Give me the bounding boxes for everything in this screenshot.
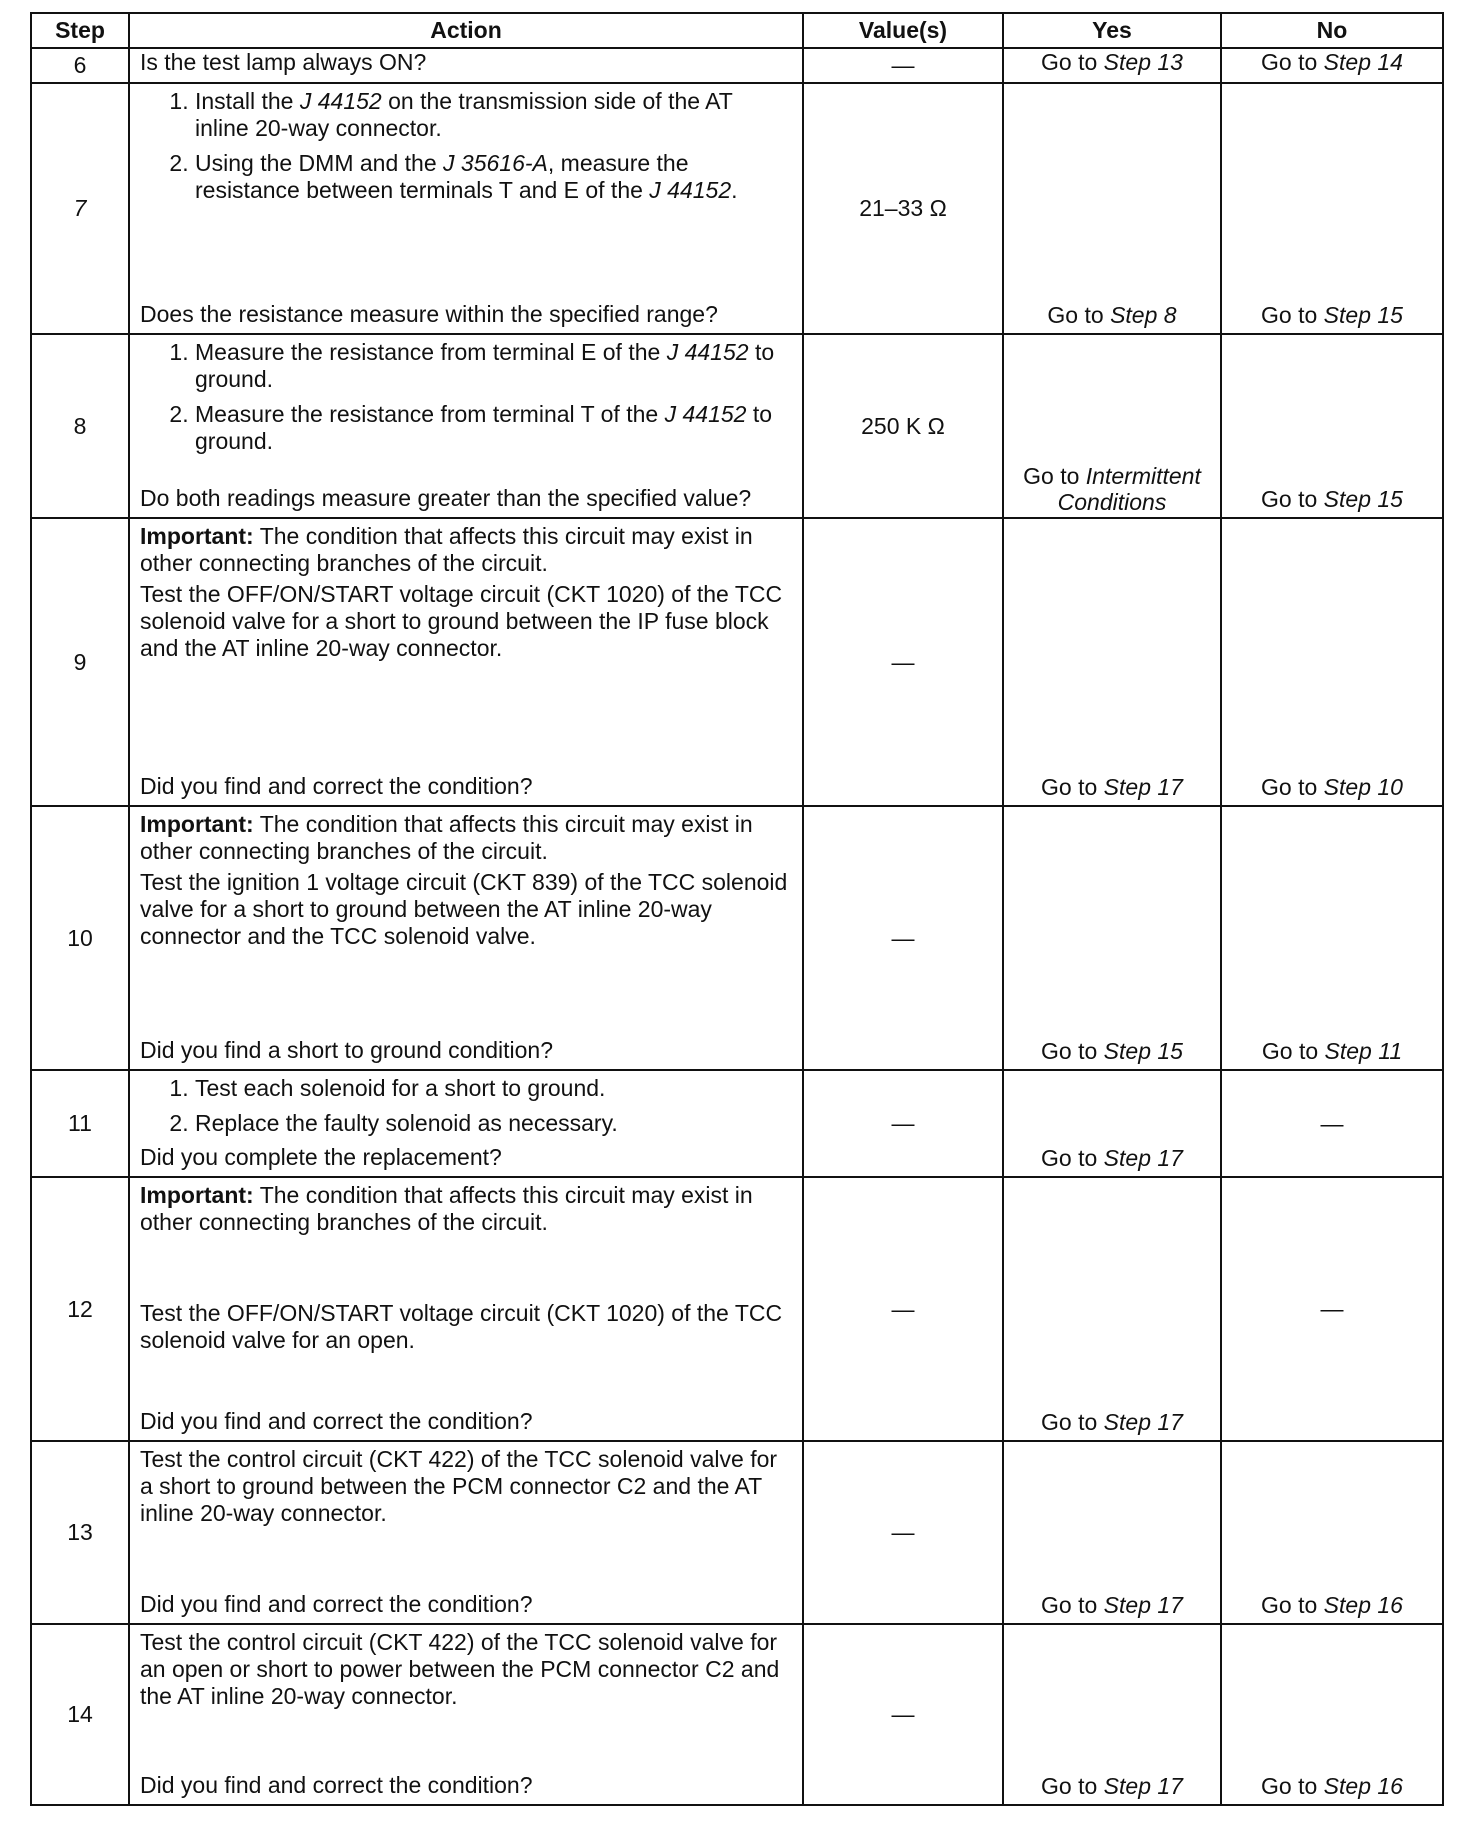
no-prefix: Go to	[1261, 49, 1318, 75]
no-target: —	[1320, 1295, 1344, 1322]
step-number: 7	[31, 83, 129, 334]
value-cell: 250 K Ω	[803, 334, 1003, 518]
action-body: Test the control circuit (CKT 422) of the TCC solenoid valve for a short to ground between the PCM connector C2 and the AT inline 20-way connector.	[140, 1446, 778, 1526]
yes-cell: Go to Step 17	[1003, 1441, 1221, 1624]
action-step: 2. Using the DMM and the J 35616-A, measure the resistance between terminals T and E of the J 44152.	[195, 150, 792, 204]
yes-target: Step 13	[1103, 49, 1183, 75]
header-yes: Yes	[1003, 13, 1221, 48]
action-cell	[129, 518, 803, 806]
action-cell	[129, 334, 803, 518]
value-cell: —	[803, 1441, 1003, 1624]
table-row	[31, 806, 1443, 1070]
no-target: —	[1320, 1110, 1344, 1136]
step-number: 14	[31, 1624, 129, 1805]
action-step: 2. Measure the resistance from terminal T of the J 44152 to ground.	[195, 401, 792, 455]
value-cell: —	[803, 806, 1003, 1070]
important-note: Important: The condition that affects this circuit may exist in other connecting branches of the circuit.	[140, 811, 753, 864]
action-cell	[129, 1070, 803, 1177]
table-row	[31, 1441, 1443, 1624]
important-note: Important: The condition that affects this circuit may exist in other connecting branches of the circuit.	[140, 1182, 753, 1235]
yes-target: Step 17	[1103, 1773, 1183, 1799]
value-cell: —	[803, 1177, 1003, 1441]
table-row	[31, 83, 1443, 334]
yes-target: Intermittent Conditions	[1057, 463, 1201, 515]
action-step: 2. Replace the faulty solenoid as necessary.	[195, 1110, 792, 1137]
action-cell	[129, 1624, 803, 1805]
no-cell	[1221, 48, 1443, 83]
yes-cell: Go to Step 15	[1003, 806, 1221, 1070]
yes-cell: Go to Step 17	[1003, 518, 1221, 806]
yes-cell	[1003, 48, 1221, 83]
yes-cell: Go to Step 17	[1003, 1624, 1221, 1805]
yes-cell: Go to Step 17	[1003, 1070, 1221, 1177]
table-row	[31, 1070, 1443, 1177]
action-body: Test the ignition 1 voltage circuit (CKT 839) of the TCC solenoid valve for a short to ground between the AT inline 20-way connector and the TCC solenoid valve.	[140, 869, 788, 949]
header-values: Value(s)	[803, 13, 1003, 48]
header-row	[31, 13, 1443, 48]
yes-target: Step 17	[1103, 774, 1183, 800]
yes-target: Step 17	[1103, 1145, 1183, 1171]
action-question: Did you find and correct the condition?	[140, 773, 533, 799]
table-row	[31, 334, 1443, 518]
action-body: Test the OFF/ON/START voltage circuit (CKT 1020) of the TCC solenoid valve for a short to ground between the IP fuse block and the AT inline 20-way connector.	[140, 581, 783, 661]
yes-target: Step 8	[1110, 302, 1177, 328]
no-target: Step 15	[1323, 486, 1403, 512]
table-row	[31, 48, 1443, 83]
no-target: Step 16	[1323, 1592, 1403, 1618]
yes-target: Step 17	[1103, 1409, 1183, 1435]
no-cell: Go to Step 16	[1221, 1624, 1443, 1805]
action-cell	[129, 1441, 803, 1624]
action-question: Do both readings measure greater than the specified value?	[140, 485, 752, 511]
action-cell	[129, 806, 803, 1070]
no-cell	[1221, 1177, 1443, 1441]
action-body: Test the OFF/ON/START voltage circuit (CKT 1020) of the TCC solenoid valve for an open.	[140, 1300, 783, 1353]
step-number: 12	[31, 1177, 129, 1441]
action-step: 1. Test each solenoid for a short to ground.	[195, 1075, 792, 1102]
action-question: Did you find and correct the condition?	[140, 1772, 533, 1798]
value-cell: —	[803, 518, 1003, 806]
header-action: Action	[129, 13, 803, 48]
action-question: Did you find and correct the condition?	[140, 1408, 533, 1434]
no-target: Step 15	[1323, 302, 1403, 328]
header-no: No	[1221, 13, 1443, 48]
step-number: 10	[31, 806, 129, 1070]
action-question: Is the test lamp always ON?	[129, 48, 803, 83]
table-row	[31, 518, 1443, 806]
value-cell: —	[803, 48, 1003, 83]
no-cell: Go to Step 15	[1221, 83, 1443, 334]
important-note: Important: The condition that affects this circuit may exist in other connecting branches of the circuit.	[140, 523, 753, 576]
value-cell: —	[803, 1070, 1003, 1177]
step-number: 8	[31, 334, 129, 518]
yes-cell: Go to Step 8	[1003, 83, 1221, 334]
no-cell	[1221, 1070, 1443, 1177]
diagnostic-table	[30, 12, 1444, 1806]
action-body: Test the control circuit (CKT 422) of the TCC solenoid valve for an open or short to power between the PCM connector C2 and the AT inline 20-way connector.	[140, 1629, 780, 1709]
action-steps	[140, 1075, 792, 1137]
yes-prefix: Go to	[1041, 49, 1098, 75]
step-number: 13	[31, 1441, 129, 1624]
yes-target: Step 17	[1103, 1592, 1183, 1618]
action-question: Did you find and correct the condition?	[140, 1591, 533, 1617]
no-cell: Go to Step 16	[1221, 1441, 1443, 1624]
step-number: 6	[31, 48, 129, 83]
no-cell: Go to Step 15	[1221, 334, 1443, 518]
action-question: Did you complete the replacement?	[140, 1144, 502, 1170]
table-row	[31, 1624, 1443, 1805]
value-cell: 21–33 Ω	[803, 83, 1003, 334]
no-target: Step 14	[1323, 49, 1403, 75]
action-steps	[140, 88, 792, 204]
header-step: Step	[31, 13, 129, 48]
action-step: 1. Measure the resistance from terminal E of the J 44152 to ground.	[195, 339, 792, 393]
step-number: 11	[31, 1070, 129, 1177]
no-cell: Go to Step 11	[1221, 806, 1443, 1070]
action-cell	[129, 83, 803, 334]
no-cell: Go to Step 10	[1221, 518, 1443, 806]
yes-target: Step 15	[1103, 1038, 1183, 1064]
action-steps	[140, 339, 792, 455]
action-step: 1. Install the J 44152 on the transmission side of the AT inline 20-way connector.	[195, 88, 792, 142]
action-question: Did you find a short to ground condition?	[140, 1037, 553, 1063]
no-target: Step 11	[1324, 1038, 1403, 1064]
value-cell: —	[803, 1624, 1003, 1805]
table-row	[31, 1177, 1443, 1441]
action-cell	[129, 1177, 803, 1441]
no-target: Step 10	[1323, 774, 1403, 800]
step-number: 9	[31, 518, 129, 806]
action-question: Does the resistance measure within the specified range?	[140, 301, 718, 327]
no-target: Step 16	[1323, 1773, 1403, 1799]
yes-cell: Go to Intermittent Conditions	[1003, 334, 1221, 518]
yes-cell: Go to Step 17	[1003, 1177, 1221, 1441]
